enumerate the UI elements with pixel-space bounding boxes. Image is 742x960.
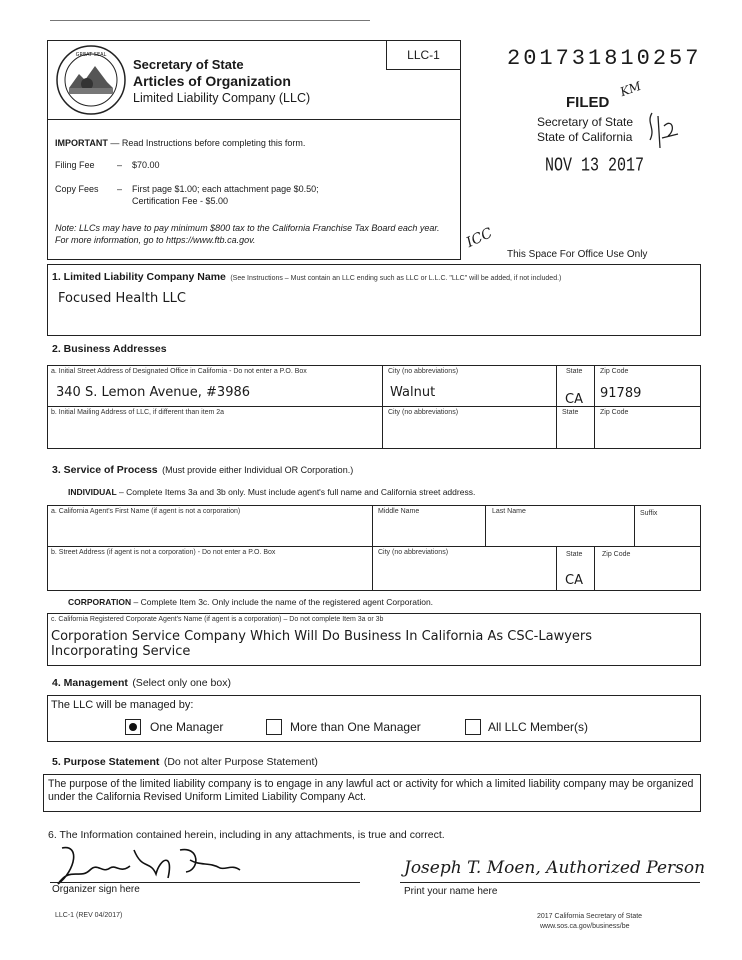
header-title: Articles of Organization: [133, 73, 291, 89]
section2-col-zip: [594, 365, 595, 449]
one-manager-label: One Manager: [150, 720, 224, 734]
svg-text:GREAT SEAL: GREAT SEAL: [75, 52, 107, 58]
filing-fee-value: $70.00: [132, 160, 160, 170]
copy-fees-label: Copy Fees: [55, 184, 99, 194]
section3-b-label: b. Street Address (if agent is not a corporation) - Do not enter a P.O. Box: [51, 549, 276, 556]
more-than-one-manager-checkbox[interactable]: [266, 719, 282, 735]
section4-heading-line: [52, 673, 231, 691]
section3-col-state: [556, 546, 557, 591]
corporation-text: – Complete Item 3c. Only include the name of the registered agent Corporation.: [131, 597, 434, 607]
management-intro: The LLC will be managed by:: [51, 699, 194, 711]
filed-date: NOV 13 2017: [545, 155, 645, 178]
section5-heading-line: [52, 752, 318, 770]
section2-b-zip-label: Zip Code: [600, 409, 629, 416]
section2-a-label: a. Initial Street Address of Designated Office in California - Do not enter a P.O. Box: [51, 368, 307, 375]
section2-b-label: b. Initial Mailing Address of LLC, if different than item 2a: [51, 409, 225, 416]
important-text: — Read Instructions before completing this form.: [107, 138, 306, 148]
section3-row-divider: [47, 546, 701, 547]
section3-col-zip: [594, 546, 595, 591]
all-members-checkbox[interactable]: [465, 719, 481, 735]
section2-b-state-label: State: [562, 409, 579, 416]
footer-url: www.sos.ca.gov/business/be: [540, 923, 630, 930]
copy-fees-dash: –: [117, 184, 123, 194]
all-members-label: All LLC Member(s): [488, 720, 589, 734]
section1-heading: 1. Limited Liability Company Name: [52, 271, 226, 283]
filing-number: 201731810257: [507, 46, 702, 71]
office-line2: State of California: [537, 130, 633, 144]
signature-line: [50, 882, 360, 883]
copy-fees-line2: Certification Fee - $5.00: [132, 196, 229, 206]
section3-a-label: a. California Agent's First Name (if agent is not a corporation): [51, 508, 241, 515]
section2-row-divider: [47, 406, 701, 407]
section2-a-city: Walnut: [390, 385, 436, 400]
section2-heading: 2. Business Addresses: [52, 343, 167, 355]
section2-b-city-label: City (no abbreviations): [388, 409, 459, 416]
section2-a-zip-label: Zip Code: [600, 368, 629, 375]
copy-fees-line1: First page $1.00; each attachment page $0.50;: [132, 184, 319, 194]
section3-individual-box: [47, 505, 701, 591]
registered-agent-name: Corporation Service Company Which Will Do Business In California As CSC-Lawyers Incorporating Service: [51, 629, 593, 659]
purpose-statement: The purpose of the limited liability company is to engage in any lawful act or activity for which a limited liability company may be organized under the California Revised Uniform Limited Liability Company Act.: [48, 778, 694, 803]
sign-here-label: Organizer sign here: [52, 884, 140, 895]
section3-last-label: Last Name: [492, 508, 526, 515]
staff-mark: ICC: [463, 225, 496, 251]
section2-a-state: CA: [565, 392, 583, 407]
section3-b-city-label: City (no abbreviations): [378, 549, 449, 556]
section2-col-state: [556, 365, 557, 449]
section3-heading-line: [52, 460, 353, 478]
section4-heading-note: (Select only one box): [132, 677, 231, 689]
header-subtitle: Limited Liability Company (LLC): [133, 91, 311, 105]
corporation-line: [68, 597, 433, 607]
clerk-signature-icon: [642, 108, 682, 153]
section3-col-last: [485, 505, 486, 546]
company-name: Focused Health LLC: [58, 291, 186, 306]
corporation-bold: CORPORATION: [68, 597, 132, 607]
section3-middle-label: Middle Name: [378, 508, 420, 515]
section5-heading-note: (Do not alter Purpose Statement): [163, 756, 318, 768]
individual-text: – Complete Items 3a and 3b only. Must include agent's full name and California street address.: [116, 487, 476, 497]
section3-col-middle: [372, 505, 373, 591]
one-manager-checkbox[interactable]: [125, 719, 141, 735]
filing-fee-dash: –: [117, 160, 123, 170]
printed-name: Joseph T. Moen, Authorized Person: [404, 858, 706, 878]
print-name-label: Print your name here: [404, 886, 498, 897]
filed-stamp: FILED: [566, 94, 610, 111]
header-agency: Secretary of State: [133, 57, 244, 72]
section4-heading: 4. Management: [52, 677, 128, 689]
section5-heading: 5. Purpose Statement: [52, 756, 160, 768]
section3-b-zip-label: Zip Code: [602, 551, 631, 558]
section3-suffix-label: Suffix: [640, 510, 658, 517]
office-line1: Secretary of State: [537, 115, 634, 129]
section2-a-street: 340 S. Lemon Avenue, #3986: [56, 385, 251, 400]
individual-line: [68, 487, 475, 497]
tax-note: Note: LLCs may have to pay minimum $800 tax to the California Franchise Tax Board each year. For more information, go to https://www.ftb.ca.gov.: [55, 223, 440, 245]
section3-heading-note: (Must provide either Individual OR Corporation.): [162, 465, 354, 475]
section2-box: [47, 365, 701, 449]
section2-a-zip: 91789: [600, 386, 642, 401]
more-than-one-manager-label: More than One Manager: [290, 720, 421, 734]
section3-c-label: c. California Registered Corporate Agent's Name (if agent is a corporation) – Do not complete Item 3a or 3b: [51, 616, 384, 623]
important-bold: IMPORTANT: [55, 138, 108, 148]
section2-col-city: [382, 365, 383, 449]
filing-fee-label: Filing Fee: [55, 160, 95, 170]
filed-initials: KM: [618, 78, 644, 100]
section1-heading-line: [52, 267, 697, 285]
important-line: [55, 138, 305, 148]
office-use-label: This Space For Office Use Only: [507, 249, 648, 260]
footer-copyright: 2017 California Secretary of State: [537, 913, 643, 920]
section3-b-state-label: State: [566, 551, 583, 558]
section3-heading: 3. Service of Process: [52, 464, 158, 476]
section2-a-city-label: City (no abbreviations): [388, 368, 459, 375]
section3-b-state: CA: [565, 573, 583, 588]
certification-text: 6. The Information contained herein, including in any attachments, is true and correct.: [48, 829, 445, 841]
individual-bold: INDIVIDUAL: [68, 487, 117, 497]
section1-note: (See Instructions – Must contain an LLC ending such as LLC or L.L.C. "LLC" will be added, if not included.): [230, 275, 562, 282]
form-id: LLC-1: [407, 48, 440, 62]
top-rule: [50, 20, 370, 21]
form-revision: LLC-1 (REV 04/2017): [55, 912, 123, 919]
section2-a-state-label: State: [566, 368, 583, 375]
section3-col-suffix: [634, 505, 635, 546]
print-name-line: [400, 882, 700, 883]
state-seal-icon: [55, 44, 127, 116]
